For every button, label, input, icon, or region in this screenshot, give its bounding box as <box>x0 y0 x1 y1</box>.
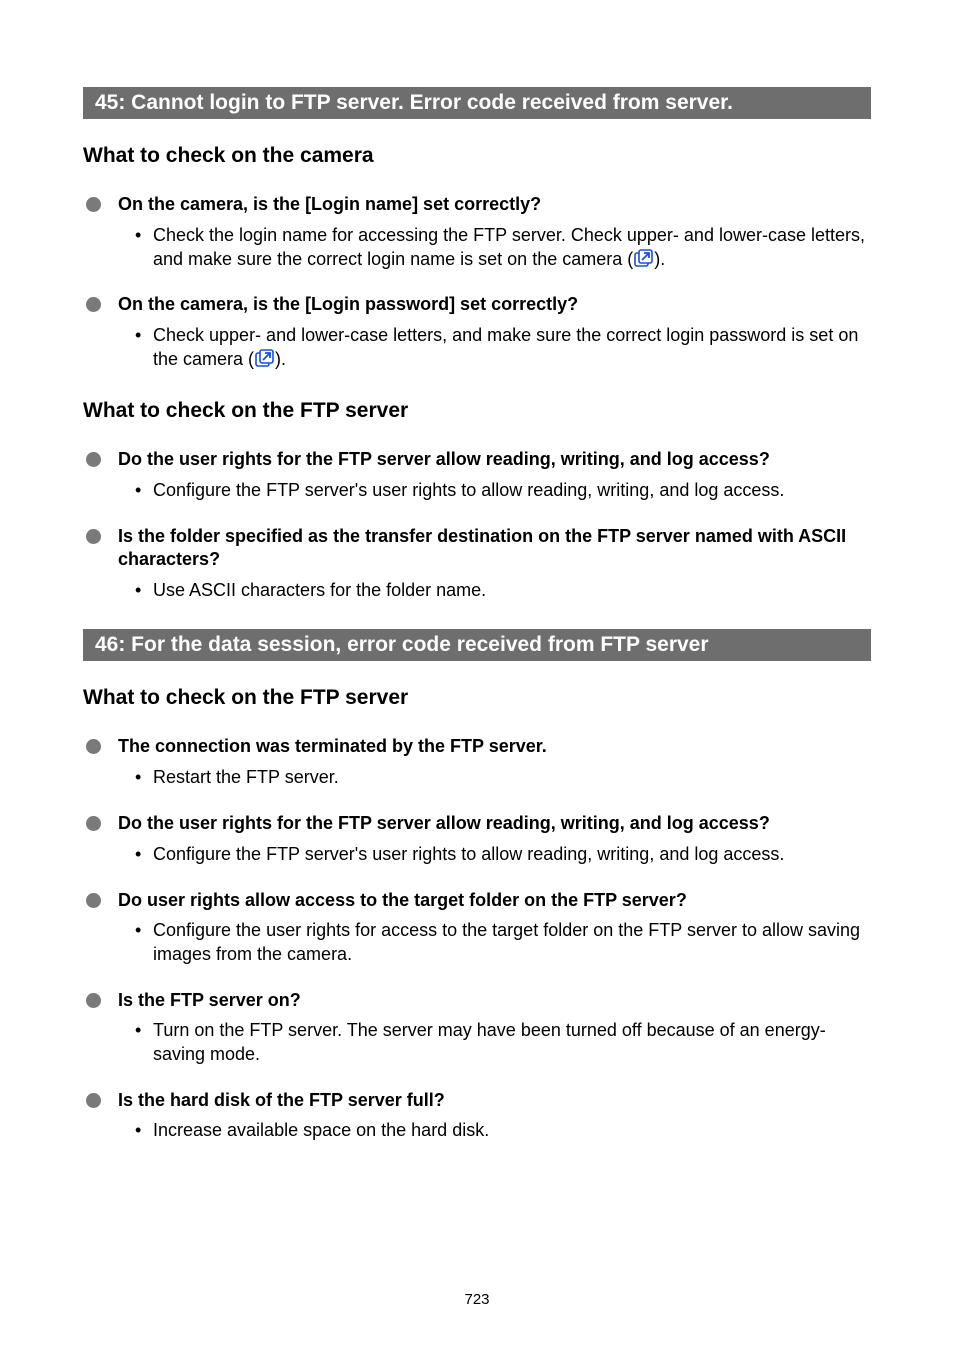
bullet-dot-icon <box>86 452 101 467</box>
answer-user-rights: Configure the FTP server's user rights to allow reading, writing, and log access. <box>153 480 785 500</box>
section-45-banner: 45: Cannot login to FTP server. Error code received from server. <box>83 87 871 119</box>
bullet-dot-icon <box>86 739 101 754</box>
bullet-dot-icon <box>86 297 101 312</box>
question-target-folder-access: Do user rights allow access to the target folder on the FTP server? <box>118 890 687 910</box>
answer-bullet: • <box>135 225 142 245</box>
answer-target-folder-access: Configure the user rights for access to the target folder on the FTP server to allow saving images from the camera. <box>153 920 861 964</box>
answer-user-rights: Configure the FTP server's user rights to allow reading, writing, and log access. <box>153 844 785 864</box>
answer-bullet: • <box>135 580 142 600</box>
heading-ftp-server-checks: What to check on the FTP server <box>83 686 409 709</box>
heading-ftp-server-checks: What to check on the FTP server <box>83 399 409 422</box>
question-login-name: On the camera, is the [Login name] set correctly? <box>118 194 542 214</box>
answer-ascii-folder: Use ASCII characters for the folder name. <box>153 580 487 600</box>
answer-bullet: • <box>135 920 142 940</box>
bullet-dot-icon <box>86 197 101 212</box>
bullet-dot-icon <box>86 1093 101 1108</box>
question-connection-terminated: The connection was terminated by the FTP server. <box>118 736 547 756</box>
page-number: 723 <box>464 1291 490 1308</box>
answer-bullet: • <box>135 1020 142 1040</box>
answer-login-password <box>153 324 865 371</box>
answer-bullet: • <box>135 325 142 345</box>
answer-text: Check upper- and lower-case letters, and make sure the correct login password is set on the camera ( <box>153 325 859 369</box>
answer-bullet: • <box>135 1120 142 1140</box>
answer-login-name <box>153 224 865 271</box>
question-user-rights: Do the user rights for the FTP server allow reading, writing, and log access? <box>118 449 770 469</box>
bullet-dot-icon <box>86 529 101 544</box>
question-user-rights: Do the user rights for the FTP server allow reading, writing, and log access? <box>118 813 770 833</box>
answer-text-end: ). <box>654 248 666 269</box>
answer-bullet: • <box>135 767 142 787</box>
bullet-dot-icon <box>86 993 101 1008</box>
page-reference-icon[interactable] <box>634 249 653 268</box>
answer-hard-disk-full: Increase available space on the hard disk. <box>153 1120 490 1140</box>
question-server-on: Is the FTP server on? <box>118 990 301 1010</box>
answer-server-on: Turn on the FTP server. The server may have been turned off because of an energy-saving mode. <box>153 1020 826 1064</box>
answer-bullet: • <box>135 480 142 500</box>
bullet-dot-icon <box>86 893 101 908</box>
answer-bullet: • <box>135 844 142 864</box>
section-46-banner: 46: For the data session, error code received from FTP server <box>83 629 871 661</box>
page-reference-icon[interactable] <box>255 349 274 368</box>
answer-text: Check the login name for accessing the FTP server. Check upper- and lower-case letters, and make sure the correct login name is set on the camera ( <box>153 225 866 269</box>
question-login-password: On the camera, is the [Login password] set correctly? <box>118 294 579 314</box>
bullet-dot-icon <box>86 816 101 831</box>
question-hard-disk-full: Is the hard disk of the FTP server full? <box>118 1090 445 1110</box>
answer-connection-terminated: Restart the FTP server. <box>153 767 339 787</box>
question-ascii-folder: Is the folder specified as the transfer destination on the FTP server named with ASCII characters? <box>118 526 847 569</box>
answer-text-end: ). <box>275 348 287 369</box>
heading-camera-checks: What to check on the camera <box>83 144 374 167</box>
